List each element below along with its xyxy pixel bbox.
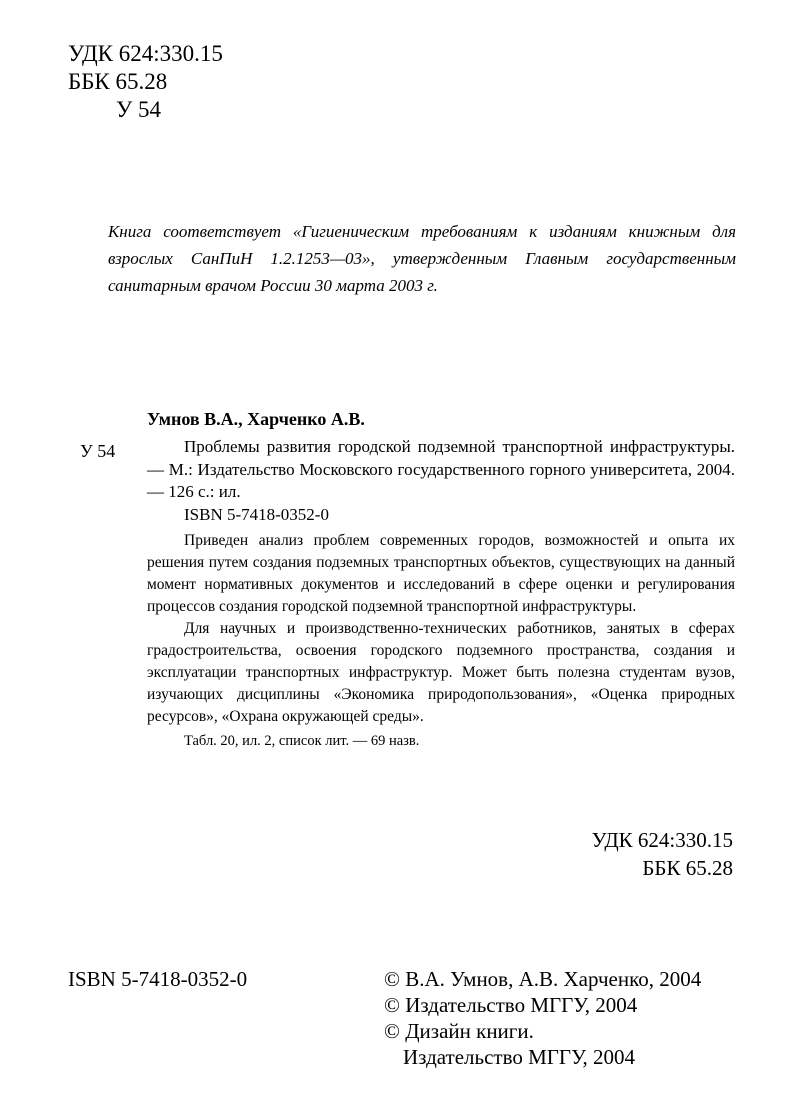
hygiene-notice	[108, 218, 736, 299]
copyright-authors: © В.А. Умнов, А.В. Харченко, 2004	[384, 967, 702, 991]
udk-code: УДК 624:330.15	[68, 41, 223, 66]
classification-block-bottom	[592, 826, 733, 882]
udk-code-bottom: УДК 624:330.15	[591, 828, 733, 852]
tables-note: Табл. 20, ил. 2, список лит. — 69 назв.	[184, 733, 420, 749]
catalog-isbn: ISBN 5-7418-0352-0	[184, 504, 329, 524]
classification-block-top	[68, 40, 223, 124]
bibliographic-description: Проблемы развития городской подземной транспортной инфраструктуры. — М.: Издательство Московского государственного горного университета, 2004. — 126 с.: ил.	[147, 437, 735, 501]
bbk-code-bottom: ББК 65.28	[642, 856, 733, 880]
abstract-paragraph-2: Для научных и производственно-технических работников, занятых в сферах градостроительства, освоения городского подземного пространства, создания и эксплуатации транспортных инфраструктур. Может быть полезна студентам вузов, изучающих дисциплины «Экономика природопользования», «Оценка природных ресурсов», «Охрана окружающей среды».	[147, 620, 735, 725]
footer-isbn: ISBN 5-7418-0352-0	[68, 967, 248, 991]
copyright-design: © Дизайн книги.	[384, 1019, 534, 1043]
catalog-author-mark: У 54	[80, 441, 116, 461]
copyright-publisher: © Издательство МГГУ, 2004	[384, 993, 638, 1017]
author-mark: У 54	[116, 97, 162, 122]
catalog-authors: Умнов В.А., Харченко А.В.	[147, 409, 365, 429]
abstract-paragraph-1: Приведен анализ проблем современных городов, возможностей и опыта их решения путем создания подземных транспортных объектов, существующих на данный момент нормативных документов и исследований в сфере оценки и регулирования процессов создания городской подземной транспортной инфраструктуры.	[147, 532, 735, 615]
copyright-design-holder: Издательство МГГУ, 2004	[403, 1045, 636, 1069]
hygiene-notice-text: Книга соответствует «Гигиеническим требованиям к изданиям книжным для взрослых СанПиН 1.2.1253—03», утвержденным Главным государственным санитарным врачом России 30 марта 2003 г.	[108, 222, 736, 295]
catalog-card-body	[147, 436, 735, 752]
copyright-block	[384, 966, 701, 1070]
bbk-code: ББК 65.28	[68, 69, 168, 94]
